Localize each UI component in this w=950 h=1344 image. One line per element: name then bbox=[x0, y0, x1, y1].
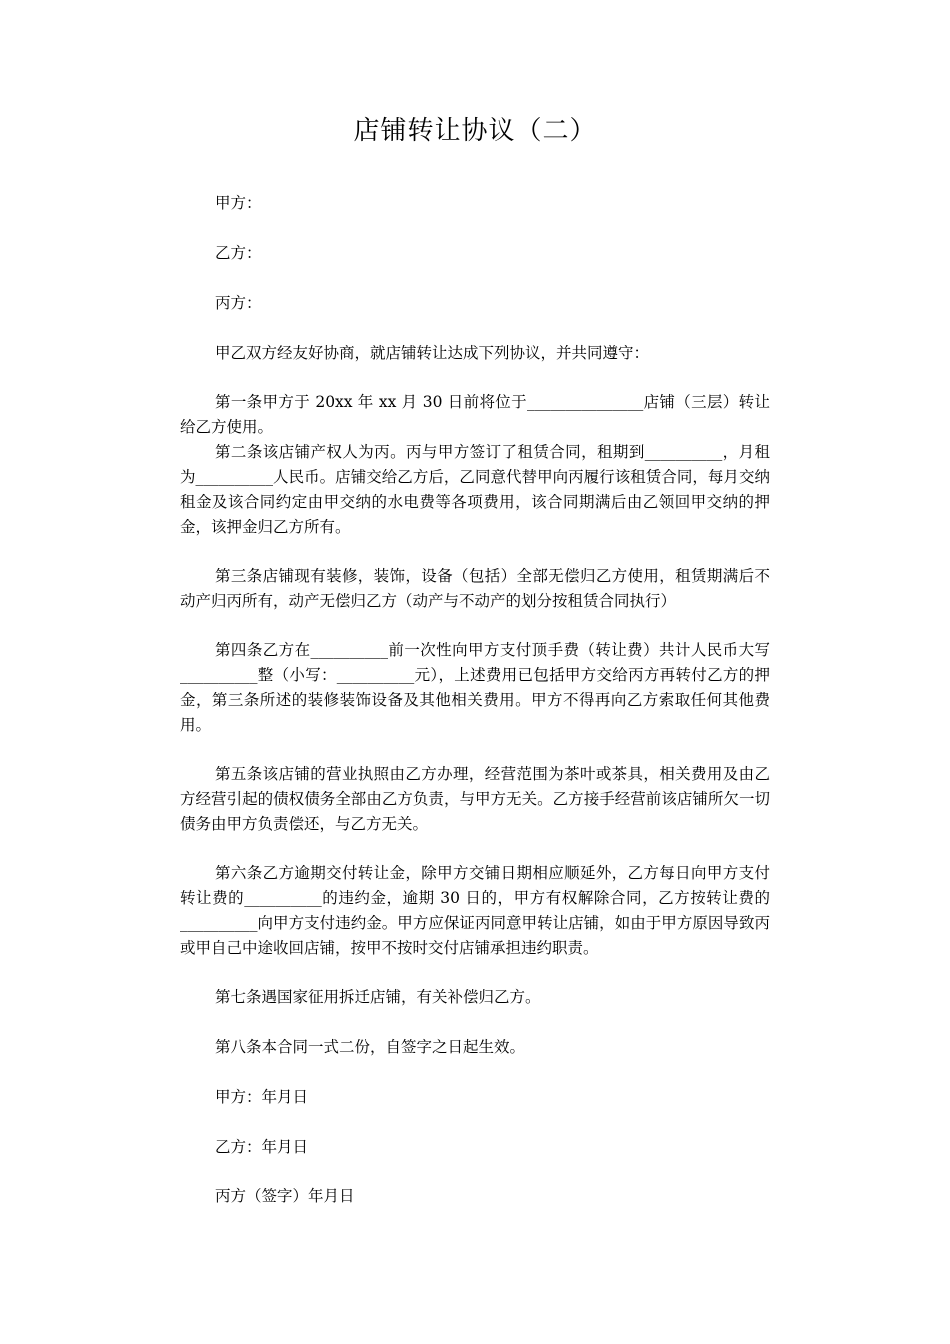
document-title: 店铺转让协议（二） bbox=[353, 116, 597, 146]
article-6: 第六条乙方逾期交付转让金，除甲方交铺日期相应顺延外，乙方每日向甲方支付转让费的__________的违约金，逾期 30 日的，甲方有权解除合同，乙方按转让费的__________向甲方支付违约金。甲方应保证丙同意甲转让店铺，如由于甲方原因导致丙或甲自己中途收回店铺，按甲不按时交付店铺承担违约职责。 bbox=[180, 864, 770, 957]
article-4: 第四条乙方在__________前一次性向甲方支付顶手费（转让费）共计人民币大写__________整（小写：__________元），上述费用已包括甲方交给丙方再转付乙方的押金，第三条所述的装修装饰设备及其他相关费用。甲方不得再向乙方索取任何其他费用。 bbox=[180, 641, 770, 734]
article-1: 第一条甲方于 20xx 年 xx 月 30 日前将位于_______________店铺（三层）转让给乙方使用。 bbox=[180, 393, 770, 436]
signature-party-c: 丙方（签字）年月日 bbox=[215, 1187, 355, 1205]
intro-paragraph: 甲乙双方经友好协商，就店铺转让达成下列协议，并共同遵守： bbox=[215, 344, 650, 362]
article-7: 第七条遇国家征用拆迁店铺，有关补偿归乙方。 bbox=[215, 988, 541, 1006]
signature-party-b: 乙方：年月日 bbox=[215, 1138, 309, 1156]
article-8: 第八条本合同一式二份，自签字之日起生效。 bbox=[215, 1038, 526, 1056]
article-2: 第二条该店铺产权人为丙。丙与甲方签订了租赁合同，租期到__________，月租为__________人民币。店铺交给乙方后，乙同意代替甲向丙履行该租赁合同，每月交纳租金及该合同约定由甲交纳的水电费等各项费用，该合同期满后由乙领回甲交纳的押金，该押金归乙方所有。 bbox=[180, 443, 770, 536]
signature-party-a: 甲方：年月日 bbox=[215, 1088, 309, 1106]
party-c-line: 丙方： bbox=[215, 294, 262, 312]
party-b-line: 乙方： bbox=[215, 244, 262, 262]
party-a-line: 甲方： bbox=[215, 194, 262, 212]
article-3: 第三条店铺现有装修，装饰，设备（包括）全部无偿归乙方使用，租赁期满后不动产归丙所有，动产无偿归乙方（动产与不动产的划分按租赁合同执行） bbox=[180, 567, 770, 610]
article-5: 第五条该店铺的营业执照由乙方办理，经营范围为茶叶或茶具，相关费用及由乙方经营引起的债权债务全部由乙方负责，与甲方无关。乙方接手经营前该店铺所欠一切债务由甲方负责偿还，与乙方无关。 bbox=[180, 765, 770, 833]
